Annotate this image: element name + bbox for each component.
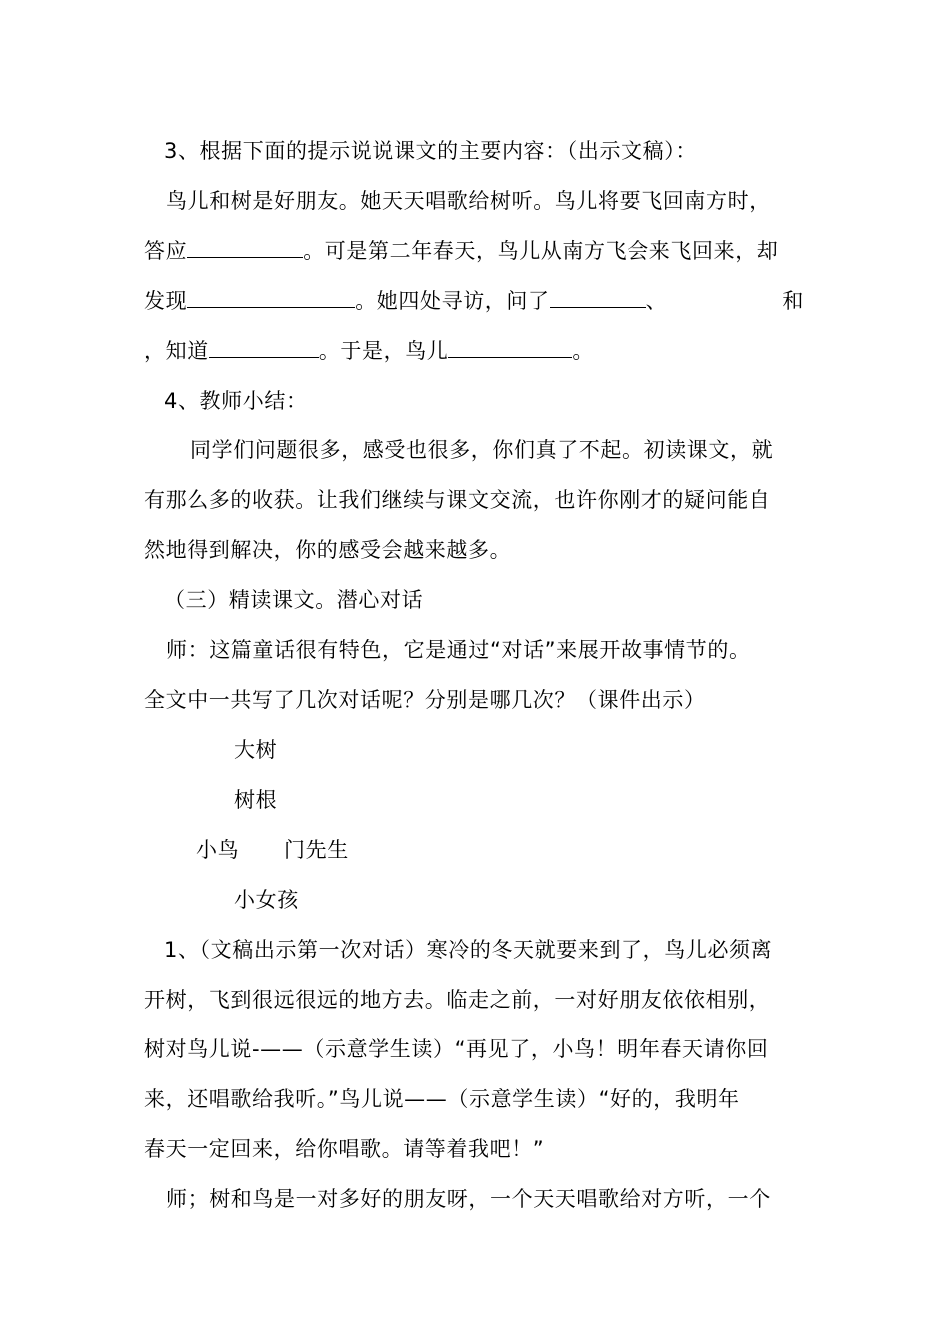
- teacher-line-1: 师：这篇童话很有特色，它是通过“对话”来展开故事情节的。: [166, 638, 751, 662]
- item3-line-3-text-d: 和: [782, 289, 804, 313]
- teacher2-line-1: 师；树和鸟是一对多好的朋友呀，一个天天唱歌给对方听，一个: [166, 1187, 771, 1211]
- item1-line-2: 开树，飞到很远很远的地方去。临走之前，一对好朋友依依相别，: [144, 988, 771, 1012]
- item3-line-3: [144, 287, 804, 315]
- item4-line-1: 同学们问题很多，感受也很多，你们真了不起。初读课文，就: [190, 438, 774, 462]
- dialog-item-door: 门先生: [284, 838, 349, 862]
- item3-line-4-text-b: 。于是，鸟儿: [318, 339, 449, 363]
- item3-line-2: [144, 237, 778, 265]
- fill-blank: [209, 337, 319, 358]
- fill-blank: [448, 337, 572, 358]
- item3-line-2-text-a: 答应: [144, 239, 188, 263]
- item1-line-5: 春天一定回来，给你唱歌。请等着我吧！”: [144, 1137, 545, 1161]
- dialog-item-tree: 大树: [234, 738, 278, 762]
- dialog-item-bird: 小鸟: [196, 838, 240, 862]
- section3-heading: （三）精读课文。潜心对话: [164, 588, 424, 612]
- item1-line-4: 来，还唱歌给我听。”鸟儿说——（示意学生读）“好的，我明年: [144, 1087, 740, 1111]
- item1-line-3: 树对鸟儿说-——（示意学生读）“再见了，小鸟！明年春天请你回: [144, 1037, 769, 1061]
- item3-line-3-text-a: 发现: [144, 289, 188, 313]
- fill-blank: [550, 287, 646, 308]
- item3-line-2-text-b: 。可是第二年春天，鸟儿从南方飞会来飞回来，却: [303, 239, 779, 263]
- item1-line-1: 1、（文稿出示第一次对话）寒冷的冬天就要来到了，鸟儿必须离: [164, 938, 773, 962]
- item3-line-4: [144, 337, 594, 365]
- item3-line-4-text-c: 。: [572, 339, 595, 363]
- item3-line-1: 鸟儿和树是好朋友。她天天唱歌给树听。鸟儿将要飞回南方时，: [166, 189, 771, 213]
- item3-line-4-text-a: ，知道: [144, 339, 209, 363]
- fill-blank: [187, 237, 303, 258]
- dialog-item-root: 树根: [234, 788, 278, 812]
- item4-line-3: 然地得到解决，你的感受会越来越多。: [144, 538, 512, 562]
- item3-line-3-text-b: 。她四处寻访，问了: [355, 289, 550, 313]
- dialog-item-girl: 小女孩: [234, 888, 299, 912]
- item3-heading: 3、根据下面的提示说说课文的主要内容：（出示文稿）：: [164, 139, 697, 163]
- item3-line-3-text-c: 、: [645, 289, 668, 313]
- item4-heading: 4、教师小结：: [164, 389, 308, 413]
- item4-line-2: 有那么多的收获。让我们继续与课文交流，也许你刚才的疑问能自: [144, 488, 771, 512]
- teacher-line-2: 全文中一共写了几次对话呢？分别是哪几次？（课件出示）: [144, 688, 706, 712]
- fill-blank: [187, 287, 355, 308]
